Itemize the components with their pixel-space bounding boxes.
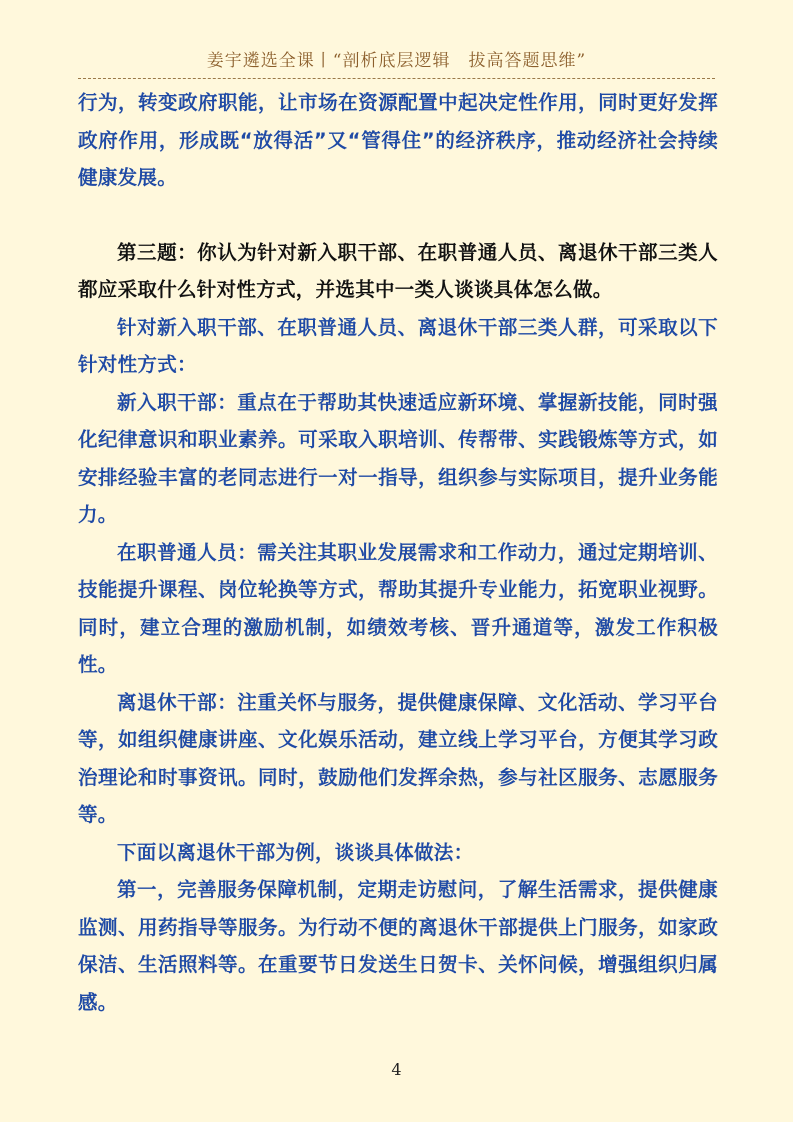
current-staff-paragraph: 在职普通人员：需关注其职业发展需求和工作动力，通过定期培训、技能提升课程、岗位轮换等方式，帮助其提升专业能力，拓宽职业视野。同时，建立合理的激励机制，如绩效考核、晋升通道等，激发工作积极性。 <box>78 540 718 676</box>
first-point-paragraph: 第一，完善服务保障机制，定期走访慰问，了解生活需求，提供健康监测、用药指导等服务。为行动不便的离退休干部提供上门服务，如家政保洁、生活照料等。在重要节日发送生日贺卡、关怀问候，增强组织归属感。 <box>78 878 718 1014</box>
example-intro-paragraph: 下面以离退休干部为例，谈谈具体做法： <box>117 840 474 864</box>
intro-paragraph: 针对新入职干部、在职普通人员、离退休干部三类人群，可采取以下针对性方式： <box>78 315 718 376</box>
page-header <box>78 44 715 79</box>
retired-staff-paragraph: 离退休干部：注重关怀与服务，提供健康保障、文化活动、学习平台等，如组织健康讲座、文化娱乐活动，建立线上学习平台，方便其学习政治理论和时事资讯。同时，鼓励他们发挥余热，参与社区服务、志愿服务等。 <box>78 690 718 826</box>
page-number: 4 <box>391 1060 402 1079</box>
header-text: 姜宇遴选全课丨“剖析底层逻辑 拔高答题思维” <box>206 51 587 71</box>
document-body <box>78 84 718 1021</box>
new-staff-paragraph: 新入职干部：重点在于帮助其快速适应新环境、掌握新技能，同时强化纪律意识和职业素养。可采取入职培训、传帮带、实践锻炼等方式，如安排经验丰富的老同志进行一对一指导，组织参与实际项目，提升业务能力。 <box>78 390 718 526</box>
continuation-paragraph: 行为，转变政府职能，让市场在资源配置中起决定性作用，同时更好发挥政府作用，形成既“放得活”又“管得住”的经济秩序，推动经济社会持续健康发展。 <box>78 91 718 189</box>
question-heading: 第三题：你认为针对新入职干部、在职普通人员、离退休干部三类人都应采取什么针对性方式，并选其中一类人谈谈具体怎么做。 <box>78 240 718 301</box>
